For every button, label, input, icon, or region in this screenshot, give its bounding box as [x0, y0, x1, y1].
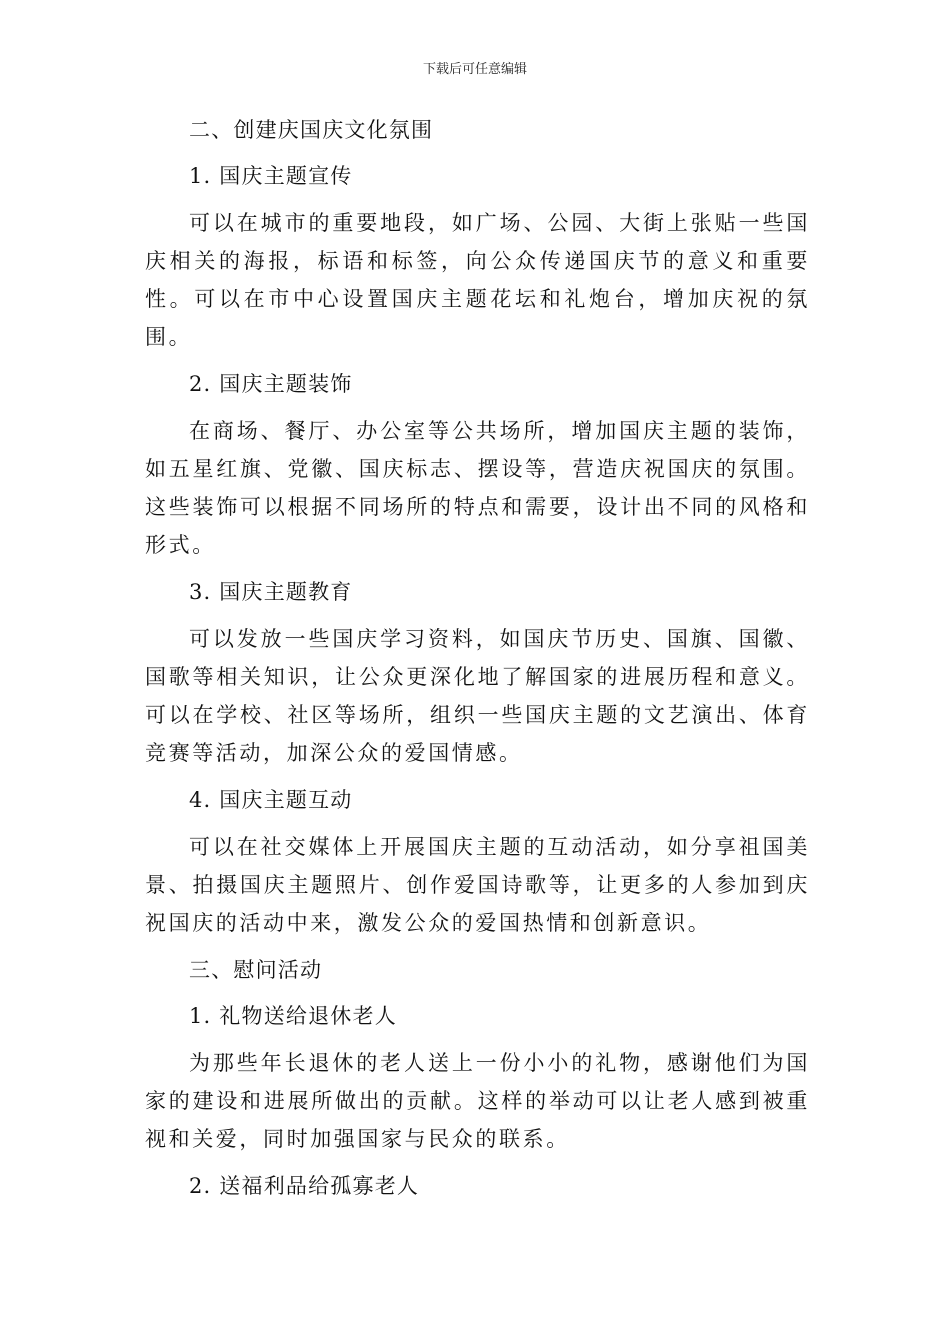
section-heading: 三、慰问活动	[189, 958, 323, 982]
section-heading: 二、创建庆国庆文化氛围	[189, 118, 434, 142]
subsection-heading: 2. 送福利品给孤寡老人	[189, 1174, 420, 1198]
subsection-heading: 1. 国庆主题宣传	[189, 164, 353, 188]
subsection-heading: 2. 国庆主题装饰	[189, 372, 353, 396]
subsection-heading: 1. 礼物送给退休老人	[189, 1004, 397, 1028]
subsection-heading: 4. 国庆主题互动	[189, 788, 353, 812]
document-body	[145, 112, 810, 1214]
subsection-heading: 3. 国庆主题教育	[189, 580, 353, 604]
paragraph: 在商场、餐厅、办公室等公共场所，增加国庆主题的装饰，如五星红旗、党徽、国庆标志、摆设等，营造庆祝国庆的氛围。这些装饰可以根据不同场所的特点和需要，设计出不同的风格和形式。	[145, 419, 810, 557]
paragraph: 可以在城市的重要地段，如广场、公园、大街上张贴一些国庆相关的海报，标语和标签，向公众传递国庆节的意义和重要性。可以在市中心设置国庆主题花坛和礼炮台，增加庆祝的氛围。	[145, 211, 810, 349]
header-note: 下载后可任意编辑	[422, 62, 527, 77]
paragraph: 可以发放一些国庆学习资料，如国庆节历史、国旗、国徽、国歌等相关知识，让公众更深化地了解国家的进展历程和意义。可以在学校、社区等场所，组织一些国庆主题的文艺演出、体育竞赛等活动，加深公众的爱国情感。	[145, 627, 810, 765]
paragraph: 为那些年长退休的老人送上一份小小的礼物，感谢他们为国家的建设和进展所做出的贡献。这样的举动可以让老人感到被重视和关爱，同时加强国家与民众的联系。	[145, 1051, 810, 1151]
paragraph: 可以在社交媒体上开展国庆主题的互动活动，如分享祖国美景、拍摄国庆主题照片、创作爱国诗歌等，让更多的人参加到庆祝国庆的活动中来，激发公众的爱国热情和创新意识。	[145, 835, 810, 935]
